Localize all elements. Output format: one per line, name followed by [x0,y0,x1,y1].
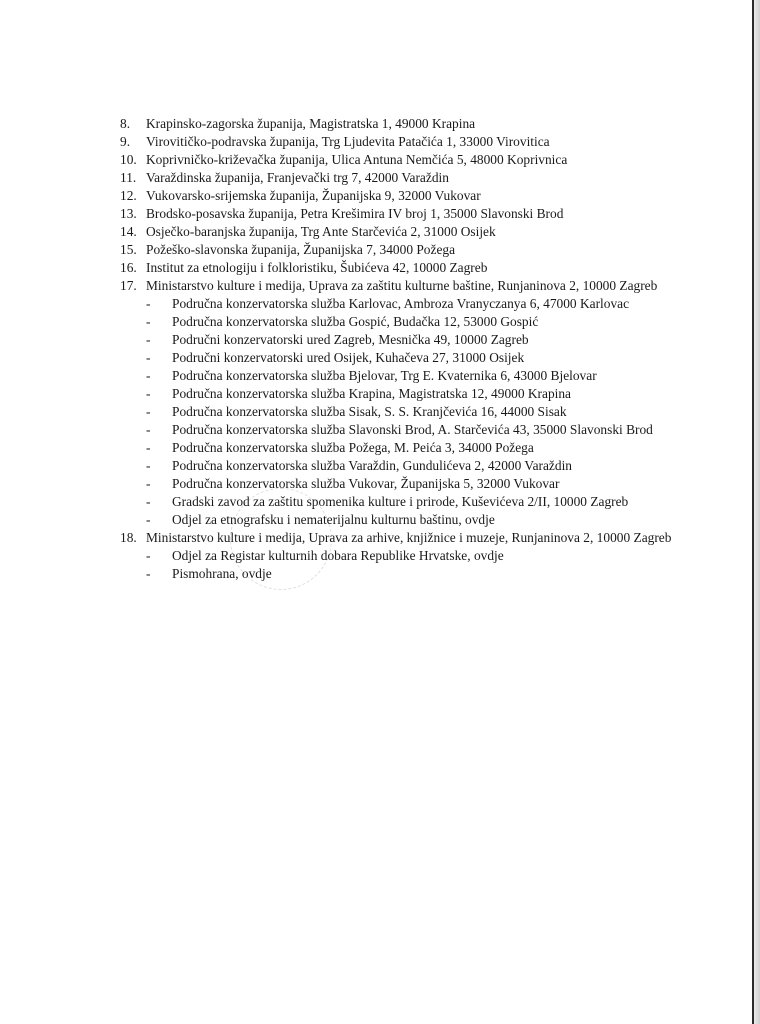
dash-bullet: - [146,350,151,365]
dash-bullet: - [146,422,151,437]
distribution-list [120,115,680,583]
sub-item-text: Područna konzervatorska služba Vukovar, Županijska 5, 32000 Vukovar [172,476,560,491]
sub-item-text: Područna konzervatorska služba Požega, M. Peića 3, 34000 Požega [172,440,534,455]
list-item [120,151,680,169]
sub-item [120,475,680,493]
dash-bullet: - [146,566,151,581]
sub-item-text: Područna konzervatorska služba Bjelovar, Trg E. Kvaternika 6, 43000 Bjelovar [172,368,597,383]
sub-item-text: Odjel za etnografsku i nematerijalnu kulturnu baštinu, ovdje [172,512,495,527]
dash-bullet: - [146,476,151,491]
list-item [120,115,680,133]
item-text: Institut za etnologiju i folkloristiku, Šubićeva 42, 10000 Zagreb [146,260,488,275]
list-item-ministry-archives [120,529,680,547]
item-text: Koprivničko-križevačka županija, Ulica Antuna Nemčića 5, 48000 Koprivnica [146,152,568,167]
dash-bullet: - [146,494,151,509]
dash-bullet: - [146,404,151,419]
list-item [120,223,680,241]
item-text: Brodsko-posavska županija, Petra Krešimira IV broj 1, 35000 Slavonski Brod [146,206,564,221]
list-item [120,259,680,277]
item-text: Krapinsko-zagorska županija, Magistratska 1, 49000 Krapina [146,116,476,131]
dash-bullet: - [146,386,151,401]
sub-item [120,331,680,349]
dash-bullet: - [146,332,151,347]
sub-item-text: Odjel za Registar kulturnih dobara Republike Hrvatske, ovdje [172,548,504,563]
sub-item-text: Područna konzervatorska služba Gospić, Budačka 12, 53000 Gospić [172,314,539,329]
item-text: Osječko-baranjska županija, Trg Ante Starčevića 2, 31000 Osijek [146,224,496,239]
dash-bullet: - [146,368,151,383]
sub-item-text: Područna konzervatorska služba Sisak, S. S. Kranjčevića 16, 44000 Sisak [172,404,567,419]
item-number: 16. [120,260,137,275]
list-item-ministry-heritage [120,277,680,295]
sub-item [120,385,680,403]
sub-item [120,439,680,457]
dash-bullet: - [146,512,151,527]
dash-bullet: - [146,458,151,473]
item-text: Požeško-slavonska županija, Županijska 7, 34000 Požega [146,242,456,257]
sub-item-text: Gradski zavod za zaštitu spomenika kulture i prirode, Kuševićeva 2/II, 10000 Zagreb [172,494,629,509]
list-item [120,187,680,205]
sub-item [120,493,680,511]
item-number: 9. [120,134,131,149]
sub-item-text: Područni konzervatorski ured Osijek, Kuhačeva 27, 31000 Osijek [172,350,525,365]
sub-item [120,457,680,475]
list-item [120,205,680,223]
item-number: 12. [120,188,137,203]
item-number: 17. [120,278,137,293]
sub-item [120,367,680,385]
list-item [120,241,680,259]
item-text: Vukovarsko-srijemska županija, Županijska 9, 32000 Vukovar [146,188,481,203]
dash-bullet: - [146,548,151,563]
sub-item-text: Područni konzervatorski ured Zagreb, Mesnička 49, 10000 Zagreb [172,332,529,347]
list-item [120,133,680,151]
dash-bullet: - [146,296,151,311]
dash-bullet: - [146,440,151,455]
sub-item [120,313,680,331]
sub-item-text: Pismohrana, ovdje [172,566,272,581]
sub-item [120,565,680,583]
item-text: Virovitičko-podravska županija, Trg Ljudevita Patačića 1, 33000 Virovitica [146,134,550,149]
item-number: 14. [120,224,137,239]
item-number: 13. [120,206,137,221]
item-text: Varaždinska županija, Franjevački trg 7, 42000 Varaždin [146,170,449,185]
sub-item [120,547,680,565]
item-number: 11. [120,170,137,185]
sub-item-text: Područna konzervatorska služba Karlovac, Ambroza Vranyczanya 6, 47000 Karlovac [172,296,630,311]
dash-bullet: - [146,314,151,329]
sub-item-text: Područna konzervatorska služba Krapina, Magistratska 12, 49000 Krapina [172,386,571,401]
scan-edge-line [752,0,754,1024]
item-text: Ministarstvo kulture i medija, Uprava za arhive, knjižnice i muzeje, Runjaninova 2, 10000 Zagreb [146,530,672,545]
sub-item [120,349,680,367]
sub-item [120,295,680,313]
list-item [120,169,680,187]
item-text: Ministarstvo kulture i medija, Uprava za zaštitu kulturne baštine, Runjaninova 2, 10000 Zagreb [146,278,658,293]
item-number: 8. [120,116,131,131]
scan-edge-shadow [754,0,760,1024]
sub-item-text: Područna konzervatorska služba Slavonski Brod, A. Starčevića 43, 35000 Slavonski Brod [172,422,653,437]
sub-item [120,403,680,421]
item-number: 10. [120,152,137,167]
item-number: 18. [120,530,137,545]
sub-item [120,511,680,529]
sub-item [120,421,680,439]
sub-item-text: Područna konzervatorska služba Varaždin, Gundulićeva 2, 42000 Varaždin [172,458,572,473]
item-number: 15. [120,242,137,257]
